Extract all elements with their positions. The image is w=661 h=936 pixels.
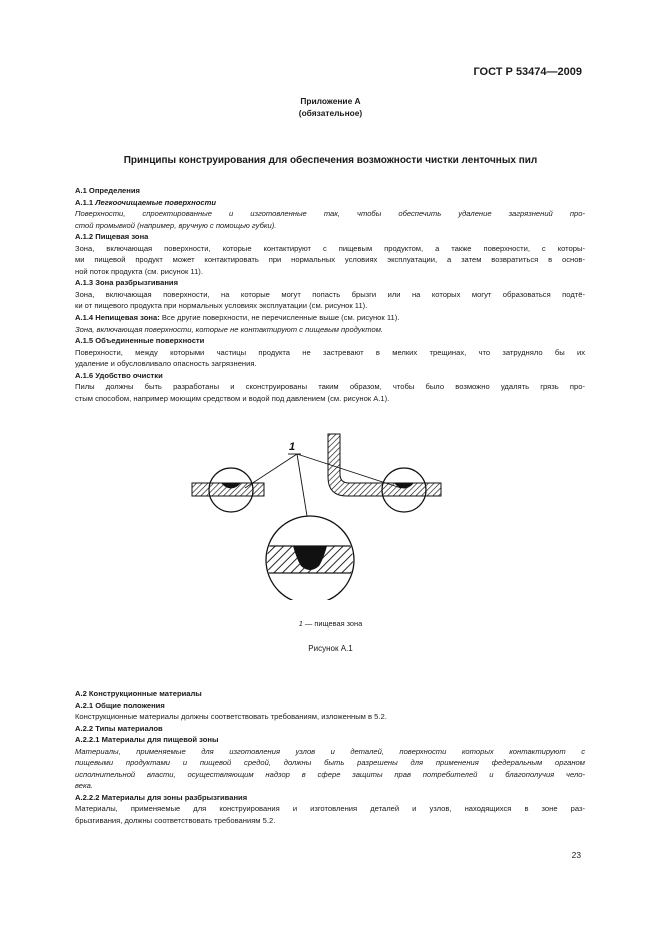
- right-plate-detail: [328, 434, 441, 512]
- heading-a221: А.2.2.1 Материалы для пищевой зоны: [75, 735, 219, 745]
- section-a2: [75, 688, 585, 827]
- a221-text-1: Материалы, применяемые для изготовления узлов и деталей, поверхности которых контактируют с: [75, 746, 585, 756]
- heading-a11: А.1.1 Легкоочищаемые поверхности: [75, 197, 216, 207]
- a222-text-1: Материалы, применяемые для конструирования и изготовления деталей и узлов, находящихся в зоне раз-: [75, 804, 585, 814]
- a13-text-1: Зона, включающая поверхности, на которые могут попасть брызги или на которых могут образоваться подтё-: [75, 289, 585, 299]
- heading-a14: А.1.4 Непищевая зона:: [75, 313, 160, 323]
- heading-a1: А.1 Определения: [75, 186, 140, 195]
- annex-title: Приложение А: [300, 96, 361, 106]
- main-title: Принципы конструирования для обеспечения возможности чистки ленточных пил: [123, 155, 538, 166]
- a222-text-2: брызгивания, должны соответствовать требованиям 5.2.: [75, 816, 276, 826]
- a221-text-3: исполнительной власти, осуществляющим надзор в сфере защиты прав потребителей и благополучия чело-: [75, 769, 585, 779]
- a221-text-2: пищевыми продуктами и пищевой средой, должны быть разрешены для применения федеральным органом: [75, 758, 585, 768]
- a14-text-2: Зона, включающая поверхности, которые не контактируют с пищевым продуктом.: [75, 324, 384, 334]
- heading-a13: А.1.3 Зона разбрызгивания: [75, 278, 179, 288]
- left-plate-detail: [192, 468, 264, 512]
- heading-a2: А.2 Конструкционные материалы: [75, 689, 202, 698]
- heading-a16: А.1.6 Удобство очистки: [75, 370, 163, 380]
- a14-text-1: А.1.4 Непищевая зона: Все другие поверхности, не перечисленные выше (см. рисунок 11).: [75, 313, 400, 323]
- figure-caption: Рисунок А.1: [308, 644, 353, 653]
- heading-a12: А.1.2 Пищевая зона: [75, 232, 149, 242]
- document-id: ГОСТ Р 53474—2009: [473, 66, 582, 78]
- heading-a21: А.2.1 Общие положения: [75, 700, 165, 710]
- heading-a15: А.1.5 Объединенные поверхности: [75, 336, 205, 346]
- a12-text-3: ной поток продукта (см. рисунок 11).: [75, 266, 203, 276]
- heading-a22: А.2.2 Типы материалов: [75, 723, 163, 733]
- a12-text-2: ми пищевой продукт может контактировать при нормальных условиях эксплуатации, а затем возвратиться в основ-: [75, 255, 585, 265]
- a16-text-1: Пилы должны быть разработаны и сконструированы таким образом, чтобы было возможно удалять грязь про-: [75, 382, 585, 392]
- heading-a222: А.2.2.2 Материалы для зоны разбрызгивания: [75, 792, 248, 802]
- callout-number: 1: [289, 441, 296, 453]
- figure-legend: 1 — пищевая зона: [298, 619, 363, 628]
- a15-text-1: Поверхности, между которыми частицы продукта не застревают в мелких трещинах, что затрудняло бы их: [75, 347, 585, 357]
- page-number: 23: [571, 850, 581, 860]
- a12-text-1: Зона, включающая поверхности, которые контактируют с пищевым продуктом, а также поверхности, с которы-: [75, 243, 585, 253]
- a21-text-1: Конструкционные материалы должны соответствовать требованиям, изложенным в 5.2.: [75, 712, 387, 722]
- a11-text-2: стой промывкой (например, вручную с помощью губки).: [75, 220, 277, 230]
- a11-text-1: Поверхности, спроектированные и изготовленные так, чтобы обеспечить удаление загрязнений про-: [75, 209, 585, 219]
- annex-status: (обязательное): [298, 108, 363, 118]
- section-a1: [75, 185, 585, 404]
- enlarged-detail: [260, 516, 360, 600]
- a13-text-2: ки от пищевого продукта при нормальных условиях эксплуатации (см. рисунок 11).: [75, 301, 368, 311]
- a15-text-2: удаление и обусловливало опасность загрязнения.: [75, 359, 257, 369]
- a16-text-2: стым способом, например моющим средством и водой под давлением (см. рисунок А.1).: [75, 393, 390, 403]
- figure-a1-drawing: [185, 432, 445, 600]
- a221-text-4: века.: [75, 781, 93, 791]
